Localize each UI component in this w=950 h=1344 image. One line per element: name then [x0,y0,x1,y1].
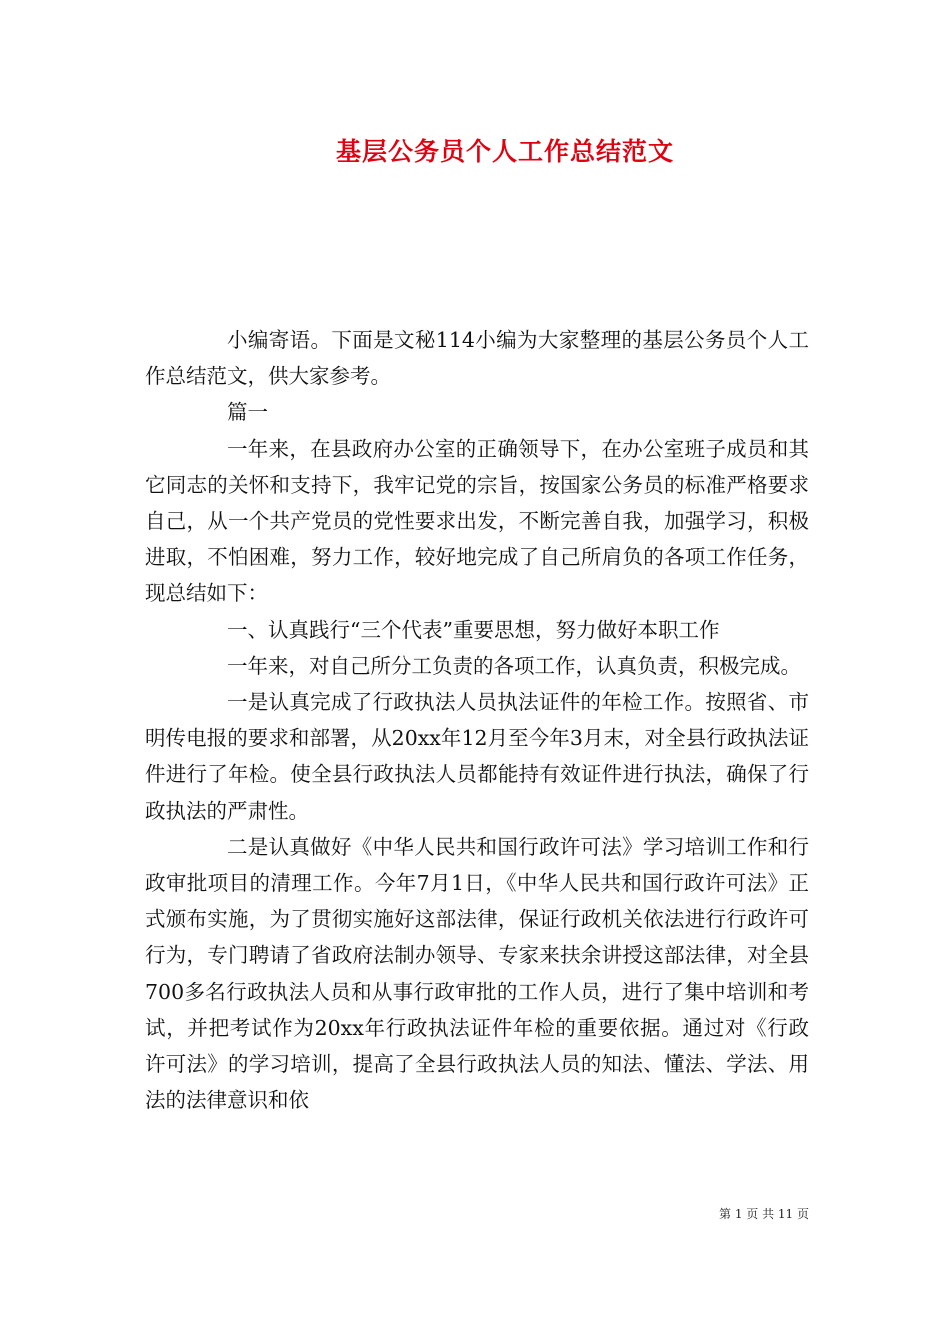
page-number: 第 1 页 共 11 页 [719,1207,809,1221]
paragraph-item-1: 一是认真完成了行政执法人员执法证件的年检工作。按照省、市明传电报的要求和部署，从20xx年12月至今年3月末，对全县行政执法证件进行了年检。使全县行政执法人员都能持有效证件进行执法，确保了行政执法的严肃性。 [145,690,809,823]
paragraph-intro: 小编寄语。下面是文秘114小编为大家整理的基层公务员个人工作总结范文，供大家参考。 [145,328,809,389]
paragraph-section-label: 篇一 [227,400,268,425]
document-title: 基层公务员个人工作总结范文 [335,137,674,166]
paragraph-item-2: 二是认真做好《中华人民共和国行政许可法》学习培训工作和行政审批项目的清理工作。今年7月1日，《中华人民共和国行政许可法》正式颁布实施，为了贯彻实施好这部法律，保证行政机关依法进行行政许可行为，专门聘请了省政府法制办领导、专家来扶余讲授这部法律，对全县700多名行政执法人员和从事行政审批的工作人员，进行了集中培训和考试，并把考试作为20xx年行政执法证件年检的重要依据。通过对《行政许可法》的学习培训，提高了全县行政执法人员的知法、懂法、学法、用法的法律意识和依 [145,834,809,1113]
paragraph-heading-1: 一、认真践行“三个代表”重要思想，努力做好本职工作 [227,617,720,642]
paragraph-summary: 一年来，在县政府办公室的正确领导下，在办公室班子成员和其它同志的关怀和支持下，我牢记党的宗旨，按国家公务员的标准严格要求自己，从一个共产党员的党性要求出发，不断完善自我，加强学习，积极进取，不怕困难，努力工作，较好地完成了自己所肩负的各项工作任务，现总结如下： [145,436,809,606]
paragraph-overview: 一年来，对自己所分工负责的各项工作，认真负责，积极完成。 [227,653,801,678]
document-body [145,322,809,1118]
